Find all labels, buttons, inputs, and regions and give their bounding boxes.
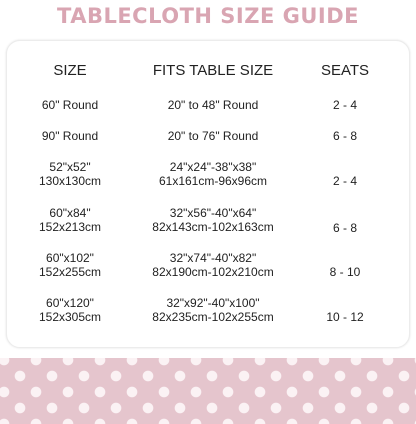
row-4-fits-line-2: 82x143cm-102x163cm xyxy=(152,220,274,234)
header-seats: SEATS xyxy=(320,62,370,79)
page-title: TABLECLOTH SIZE GUIDE xyxy=(57,4,359,28)
header-fits-table-size: FITS TABLE SIZE xyxy=(152,62,274,79)
row-4-size-line-1: 60"x84" xyxy=(49,206,91,220)
row-3-seats: 2 - 4 xyxy=(332,174,357,188)
row-6-seats: 10 - 12 xyxy=(326,310,364,324)
row-1-fits xyxy=(128,98,298,112)
row-4-size xyxy=(20,206,120,234)
row-2-fits xyxy=(128,129,298,143)
row-4-fits xyxy=(128,206,298,234)
row-2-fits-line-1: 20" to 76" Round xyxy=(167,129,259,143)
row-6-size-line-2: 152x305cm xyxy=(38,310,102,324)
row-6-size xyxy=(20,296,120,324)
row-5-fits-line-1: 32"x74"-40"x82" xyxy=(169,251,257,265)
polka-dot-fabric-band xyxy=(0,358,416,424)
row-6-size-line-1: 60"x120" xyxy=(46,296,94,310)
row-3-fits xyxy=(128,160,298,188)
row-3-size xyxy=(20,160,120,188)
row-5-size xyxy=(20,251,120,279)
row-1-seats: 2 - 4 xyxy=(332,98,357,112)
row-4-seats: 6 - 8 xyxy=(332,221,357,235)
row-2-size xyxy=(20,129,120,143)
header-size: SIZE xyxy=(53,62,87,79)
row-1-fits-line-1: 20" to 48" Round xyxy=(167,98,259,112)
row-4-size-line-2: 152x213cm xyxy=(38,220,102,234)
row-2-seats: 6 - 8 xyxy=(332,129,357,143)
row-3-fits-line-2: 61x161cm-96x96cm xyxy=(158,174,268,188)
row-6-fits-line-1: 32"x92"-40"x100" xyxy=(166,296,260,310)
row-5-fits-line-2: 82x190cm-102x210cm xyxy=(152,265,274,279)
row-5-size-line-1: 60"x102" xyxy=(46,251,94,265)
row-6-fits xyxy=(128,296,298,324)
row-2-size-line-1: 90" Round xyxy=(41,129,99,143)
row-5-seats: 8 - 10 xyxy=(329,265,361,279)
row-6-fits-line-2: 82x235cm-102x255cm xyxy=(152,310,274,324)
row-5-fits xyxy=(128,251,298,279)
row-4-fits-line-1: 32"x56"-40"x64" xyxy=(169,206,257,220)
row-1-size xyxy=(20,98,120,112)
row-3-size-line-2: 130x130cm xyxy=(38,174,102,188)
row-5-size-line-2: 152x255cm xyxy=(38,265,102,279)
row-3-fits-line-1: 24"x24"-38"x38" xyxy=(169,160,257,174)
row-3-size-line-1: 52"x52" xyxy=(49,160,91,174)
row-1-size-line-1: 60" Round xyxy=(41,98,99,112)
